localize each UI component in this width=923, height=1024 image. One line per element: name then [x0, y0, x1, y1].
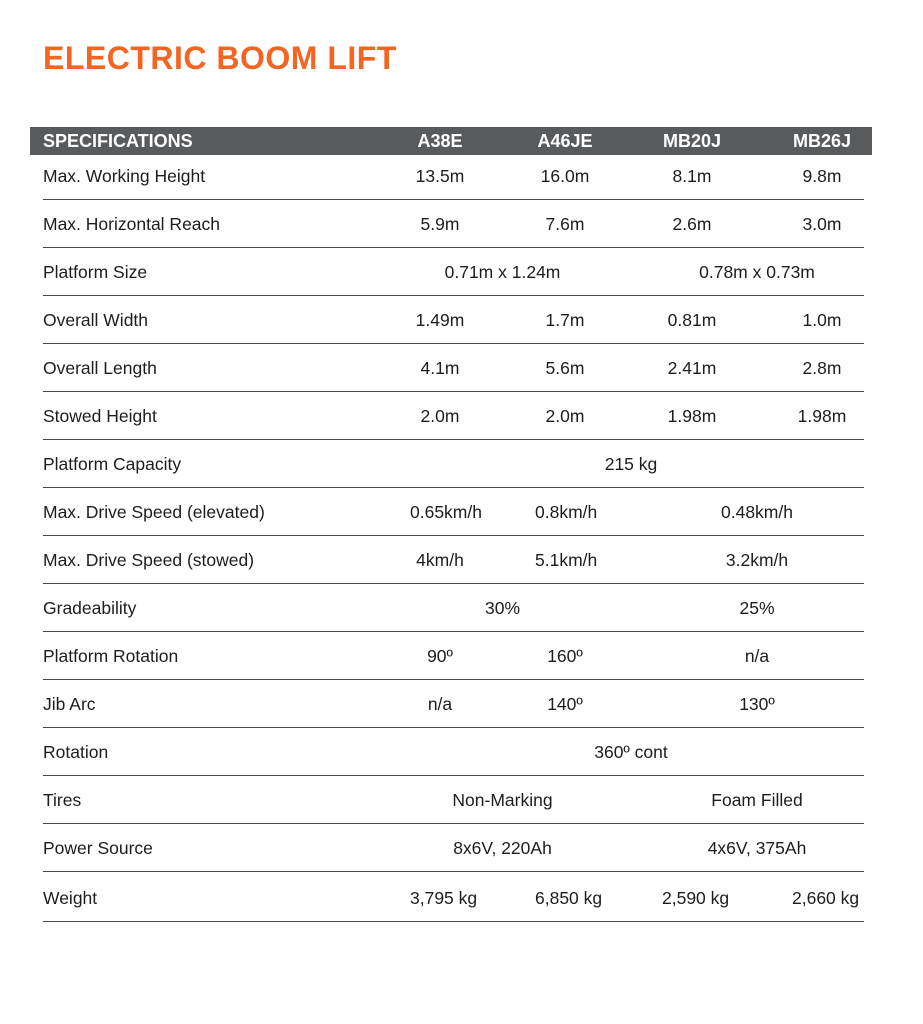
table-row-max-working-height [30, 152, 864, 200]
table-row-platform-rotation [30, 632, 864, 680]
cell-mb20j-mb26j: 0.48km/h [721, 502, 793, 522]
cell-mb26j: 2,660 kg [792, 888, 860, 908]
cell-mb26j: 1.0m [802, 310, 842, 330]
header-model-a46je: A46JE [537, 131, 593, 151]
row-label: Max. Horizontal Reach [43, 214, 221, 234]
cell-a38e: 4.1m [420, 358, 460, 378]
row-label: Stowed Height [43, 406, 157, 426]
cell-a46je: 16.0m [540, 166, 590, 186]
cell-mb26j: 3.0m [802, 214, 842, 234]
cell-a46je: 6,850 kg [535, 888, 603, 908]
table-row-max-drive-speed-stowed [30, 536, 864, 584]
table-row-max-horizontal-reach [30, 200, 864, 248]
cell-mb20j: 2,590 kg [662, 888, 730, 908]
cell-mb20j: 2.41m [667, 358, 717, 378]
table-row-rotation [30, 728, 864, 776]
row-label: Overall Width [43, 310, 149, 330]
cell-a38e: 5.9m [420, 214, 460, 234]
header-model-mb26j: MB26J [792, 131, 852, 151]
cell-a46je: 5.6m [545, 358, 585, 378]
cell-a38e: 3,795 kg [410, 888, 478, 908]
cell-a46je: 2.0m [545, 406, 585, 426]
table-row-power-source [30, 824, 864, 872]
table-row-overall-width [30, 296, 864, 344]
cell-mb26j: 2.8m [802, 358, 842, 378]
cell-a46je: 0.8km/h [535, 502, 598, 522]
header-specifications: SPECIFICATIONS [43, 131, 193, 151]
page-title: ELECTRIC BOOM LIFT [43, 40, 397, 76]
cell-a38e: 1.49m [415, 310, 465, 330]
cell-a38e: 13.5m [415, 166, 465, 186]
cell-mb20j: 2.6m [672, 214, 712, 234]
cell-mb20j-mb26j: 0.78m x 0.73m [699, 262, 815, 282]
cell-mb20j-mb26j: 4x6V, 375Ah [707, 838, 807, 858]
row-label: Overall Length [43, 358, 157, 378]
cell-a46je: 5.1km/h [535, 550, 598, 570]
table-row-gradeability [30, 584, 864, 632]
cell-a46je: 140º [547, 694, 583, 714]
cell-a46je: 1.7m [545, 310, 585, 330]
table-row-stowed-height [30, 392, 864, 440]
cell-all-models: 360º cont [594, 742, 668, 762]
cell-a38e: 0.65km/h [410, 502, 482, 522]
cell-a38e: 2.0m [420, 406, 460, 426]
table-row-platform-capacity [30, 440, 864, 488]
table-header [30, 127, 872, 155]
table-row-jib-arc [30, 680, 864, 728]
row-divider [43, 921, 864, 922]
cell-a46je: 7.6m [545, 214, 585, 234]
cell-a38e-a46je: 0.71m x 1.24m [444, 262, 561, 282]
cell-mb20j-mb26j: 130º [739, 694, 775, 714]
cell-mb20j-mb26j: 3.2km/h [725, 550, 789, 570]
cell-mb20j-mb26j: n/a [744, 646, 770, 666]
row-label: Max. Drive Speed (stowed) [43, 550, 255, 570]
row-label: Gradeability [43, 598, 137, 618]
header-model-mb20j: MB20J [662, 131, 722, 151]
cell-all-models: 215 kg [604, 454, 658, 474]
cell-mb26j: 1.98m [797, 406, 847, 426]
cell-a38e: n/a [427, 694, 453, 714]
table-row-tires [30, 776, 864, 824]
row-label: Platform Rotation [43, 646, 179, 666]
table-row-max-drive-speed-elevated [30, 488, 864, 536]
cell-a38e: 90º [427, 646, 453, 666]
cell-mb26j: 9.8m [802, 166, 842, 186]
cell-mb20j: 8.1m [672, 166, 712, 186]
cell-mb20j: 1.98m [667, 406, 717, 426]
row-label: Power Source [43, 838, 153, 858]
row-label: Jib Arc [43, 694, 96, 714]
cell-mb20j: 0.81m [667, 310, 717, 330]
table-row-weight [30, 874, 864, 922]
cell-a46je: 160º [547, 646, 583, 666]
table-row-platform-size [30, 248, 864, 296]
cell-a38e-a46je: Non-Marking [452, 790, 553, 810]
row-label: Rotation [43, 742, 109, 762]
row-label: Platform Size [43, 262, 148, 282]
cell-mb20j-mb26j: 25% [739, 598, 775, 618]
header-model-a38e: A38E [417, 131, 463, 151]
cell-a38e: 4km/h [416, 550, 464, 570]
cell-a38e-a46je: 30% [484, 598, 521, 618]
row-label: Tires [43, 790, 82, 810]
row-label: Platform Capacity [43, 454, 182, 474]
table-row-overall-length [30, 344, 864, 392]
row-divider [43, 871, 864, 872]
cell-a38e-a46je: 8x6V, 220Ah [453, 838, 552, 858]
cell-mb20j-mb26j: Foam Filled [711, 790, 803, 810]
row-label: Weight [43, 888, 98, 908]
row-label: Max. Drive Speed (elevated) [43, 502, 265, 522]
row-label: Max. Working Height [43, 166, 206, 186]
